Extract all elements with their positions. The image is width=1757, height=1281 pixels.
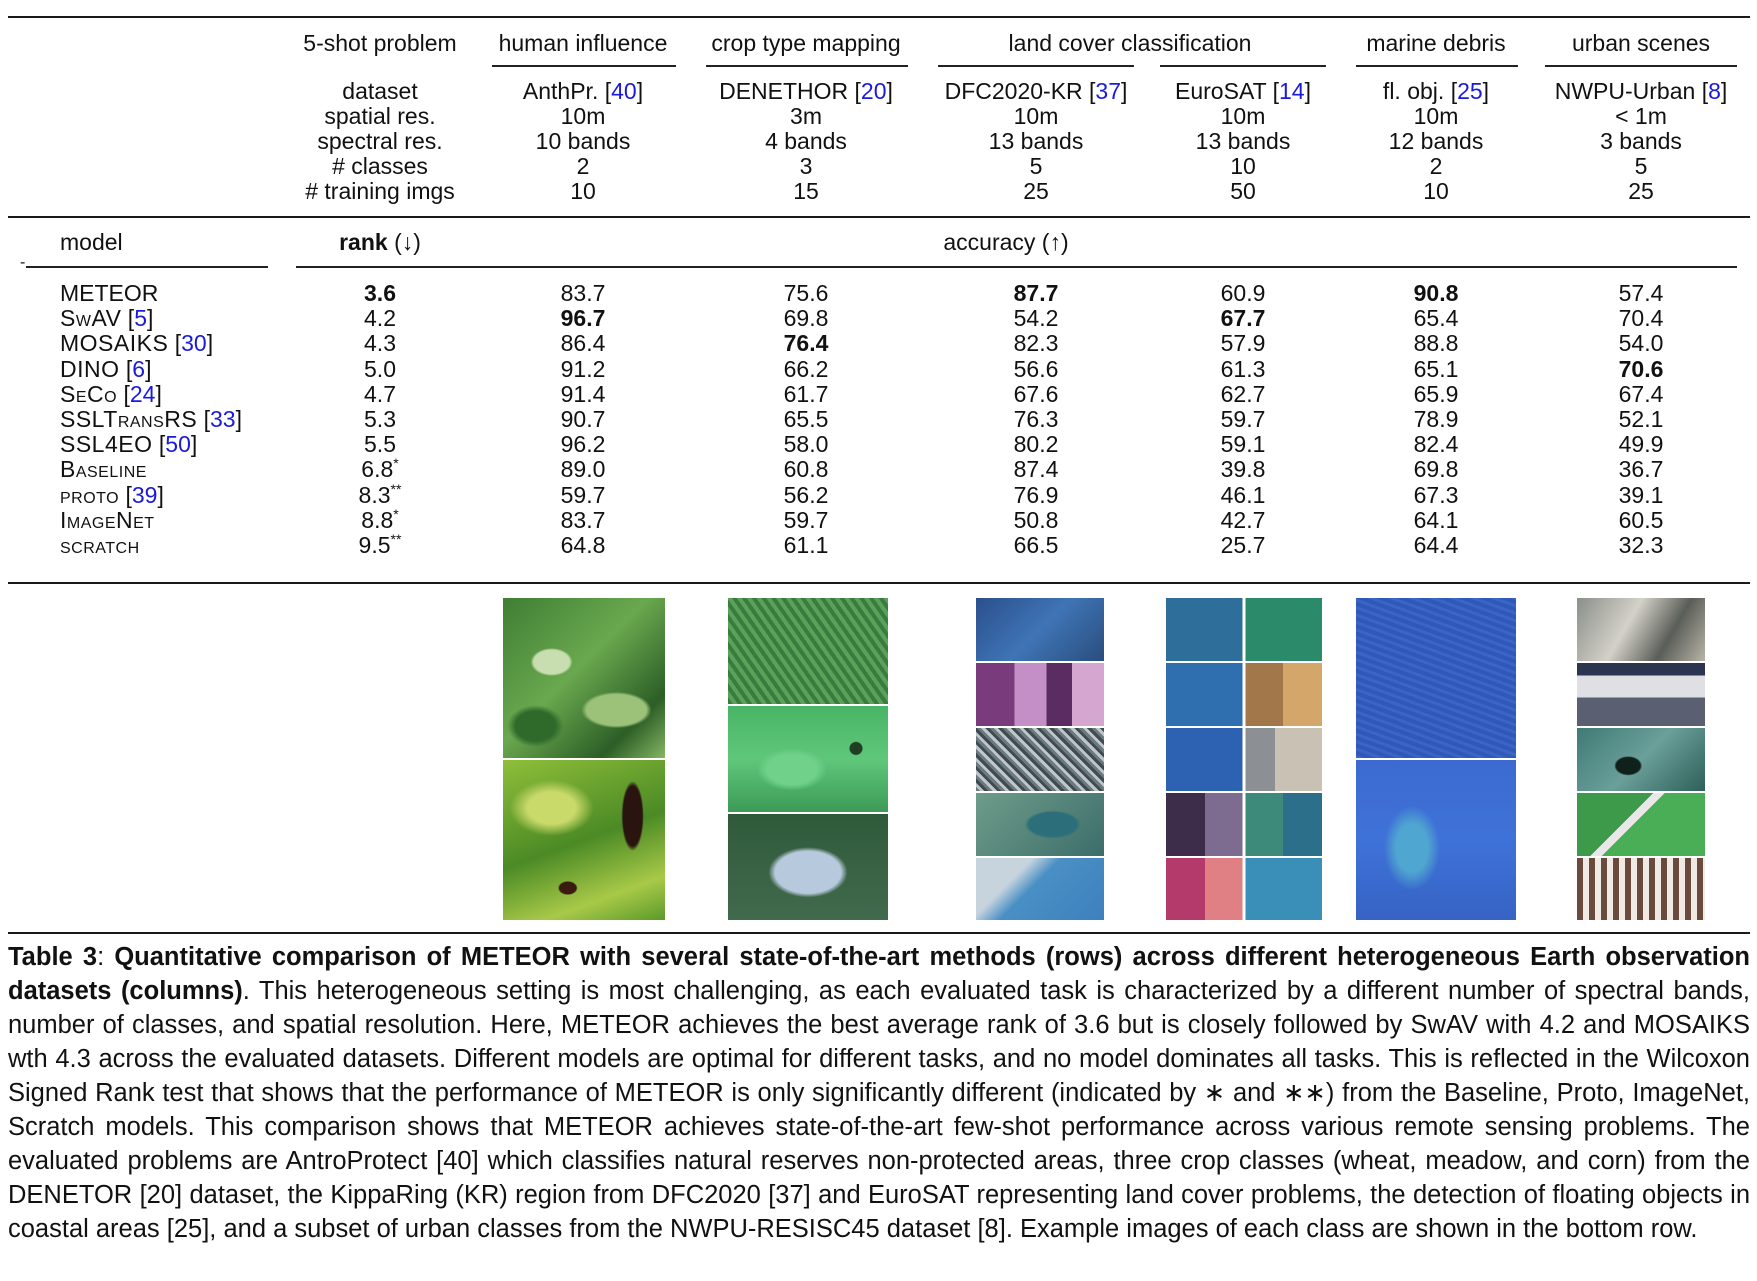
accuracy-cell: 67.7	[1220, 305, 1266, 332]
dataset-name-text: DENETHOR	[719, 78, 849, 104]
example-images-nwpu	[1577, 598, 1705, 920]
accuracy-cell: 80.2	[1013, 431, 1059, 458]
accuracy-cell: 82.4	[1413, 431, 1459, 458]
citation-link[interactable]: 33	[210, 406, 236, 432]
group-header-marine-debris: marine debris	[1366, 30, 1506, 56]
accuracy-cell: 70.4	[1618, 305, 1664, 332]
model-name: SSLTransRS [33]	[60, 406, 242, 432]
accuracy-cell: 67.3	[1413, 481, 1459, 508]
accuracy-cell: 76.4	[783, 330, 829, 357]
dataset-name: AnthPr. [40]	[522, 78, 644, 104]
rank-value: 4.7	[364, 380, 396, 407]
accuracy-cell: 76.9	[1013, 481, 1059, 508]
spectral-res: 12 bands	[1388, 128, 1484, 154]
spatial-res: 3m	[790, 103, 822, 129]
example-tile	[1166, 858, 1322, 920]
rank-value: 5.3	[364, 406, 396, 432]
accuracy-cell: 96.2	[560, 431, 606, 458]
example-tile	[976, 858, 1104, 920]
model-name	[60, 280, 158, 306]
spatial-res: 10m	[560, 103, 606, 129]
accuracy-cell: 49.9	[1618, 431, 1664, 458]
num-classes: 10	[1230, 153, 1256, 179]
accuracy-cell: 69.8	[1413, 456, 1459, 483]
rank-value: 3.6	[364, 280, 396, 306]
group-underline	[1356, 65, 1518, 67]
rank-label: rank	[339, 229, 388, 255]
accuracy-cell: 96.7	[560, 305, 606, 332]
rank-cell	[359, 482, 402, 508]
rank-cell	[364, 356, 396, 382]
accuracy-cell: 61.7	[783, 380, 829, 407]
num-training: 10	[570, 178, 596, 204]
example-images-flobj	[1356, 598, 1516, 920]
accuracy-cell: 90.7	[560, 406, 606, 432]
example-tile	[1356, 760, 1516, 920]
rank-cell	[364, 381, 396, 407]
accuracy-cell: 57.4	[1618, 280, 1664, 306]
example-tile	[976, 728, 1104, 791]
dataset-name-text: fl. obj.	[1382, 78, 1445, 104]
accuracy-cell: 64.1	[1413, 506, 1459, 533]
num-classes: 3	[799, 153, 813, 179]
example-tile	[1577, 728, 1705, 791]
significance-mark: *	[393, 505, 399, 522]
model-name-text: ImageNet	[60, 506, 155, 533]
model-name: MOSAIKS [30]	[60, 330, 214, 357]
accuracy-cell: 76.3	[1013, 406, 1059, 432]
model-name-text: scratch	[60, 532, 140, 558]
dataset-name: DENETHOR [20]	[719, 78, 893, 104]
model-name-text: SeCo	[60, 380, 118, 407]
example-images-dfc2020	[976, 598, 1104, 920]
accuracy-cell: 64.8	[560, 532, 606, 558]
dataset-name: DFC2020-KR [37]	[944, 78, 1128, 104]
num-training: 25	[1023, 178, 1049, 204]
accuracy-cell: 70.6	[1618, 355, 1664, 382]
rank-cell	[364, 280, 396, 306]
model-name-text: MOSAIKS	[60, 330, 169, 357]
accuracy-cell: 42.7	[1220, 506, 1266, 533]
num-training: 15	[793, 178, 819, 204]
meta-label-spectral: spectral res.	[317, 128, 443, 154]
spatial-res: 10m	[1413, 103, 1459, 129]
accuracy-cell: 39.1	[1618, 481, 1664, 508]
accuracy-cell: 59.1	[1220, 431, 1266, 458]
rank-value: 4.3	[364, 330, 396, 357]
dataset-name: fl. obj. [25]	[1382, 78, 1490, 104]
model-name: DINO [6]	[60, 355, 152, 382]
accuracy-cell: 25.7	[1220, 532, 1266, 558]
accuracy-cell: 60.8	[783, 456, 829, 483]
model-name-text: SSLTransRS	[60, 406, 198, 432]
rank-cell	[364, 330, 396, 356]
spectral-res: 4 bands	[765, 128, 847, 154]
accuracy-cell: 83.7	[560, 506, 606, 533]
num-classes: 2	[576, 153, 590, 179]
example-tile	[728, 814, 888, 920]
citation-link[interactable]: 39	[131, 481, 158, 508]
accuracy-cell: 62.7	[1220, 380, 1266, 407]
caption-bold-text: Quantitative comparison of METEOR with several state-of-the-art methods (rows) across different heterogeneous Earth observation datasets (columns)	[8, 943, 1750, 1005]
accuracy-cell: 66.5	[1013, 532, 1059, 558]
accuracy-cell: 36.7	[1618, 456, 1664, 483]
example-tile	[1166, 598, 1322, 661]
rank-value: 4.2	[364, 305, 396, 332]
accuracy-cell: 64.4	[1413, 532, 1459, 558]
accuracy-cell: 60.9	[1220, 280, 1266, 306]
accuracy-cell: 60.5	[1618, 506, 1664, 533]
accuracy-cell: 54.2	[1013, 305, 1059, 332]
meta-label-classes: # classes	[332, 153, 428, 179]
example-tile	[503, 598, 665, 758]
accuracy-cell: 75.6	[783, 280, 829, 306]
model-name: proto [39]	[60, 481, 164, 508]
group-header-human-influence: human influence	[498, 30, 668, 56]
num-training: 25	[1628, 178, 1654, 204]
model-name-text: METEOR	[60, 280, 159, 306]
example-tile	[1577, 598, 1705, 661]
rank-value: 9.5	[358, 532, 391, 558]
group-underline	[1160, 65, 1326, 67]
num-classes: 2	[1429, 153, 1443, 179]
citation-link[interactable]: 14	[1279, 78, 1305, 104]
significance-mark: **	[390, 480, 402, 497]
rank-cell	[364, 431, 396, 457]
model-name: SeCo [24]	[60, 380, 162, 407]
citation-link[interactable]: 24	[129, 380, 156, 407]
group-underline	[938, 65, 1134, 67]
rank-value: 5.0	[364, 355, 396, 382]
dataset-name-text: EuroSAT	[1175, 78, 1267, 104]
num-classes: 5	[1029, 153, 1043, 179]
accuracy-cell: 67.6	[1013, 380, 1059, 407]
example-tile	[503, 760, 665, 920]
example-tile	[728, 598, 888, 704]
group-header-crop-type: crop type mapping	[711, 30, 901, 56]
accuracy-cell: 82.3	[1013, 330, 1059, 357]
accuracy-cell: 87.7	[1013, 280, 1059, 306]
spatial-res: 10m	[1220, 103, 1266, 129]
bottom-rule	[8, 932, 1750, 934]
rank-value: 5.5	[364, 431, 396, 458]
accuracy-cell: 61.3	[1220, 355, 1266, 382]
group-header-land-cover: land cover classification	[1008, 30, 1252, 56]
spatial-res: < 1m	[1615, 103, 1667, 129]
group-underline	[1545, 65, 1737, 67]
table-caption	[8, 940, 1750, 1246]
accuracy-cell: 59.7	[560, 481, 606, 508]
accuracy-cell: 50.8	[1013, 506, 1059, 533]
rank-cell	[364, 406, 396, 432]
meta-label-training: # training imgs	[305, 178, 455, 204]
example-tile	[728, 706, 888, 812]
spectral-res: 10 bands	[535, 128, 631, 154]
citation-link[interactable]: 50	[165, 431, 191, 458]
citation-link[interactable]: 6	[132, 355, 146, 382]
accuracy-cell: 88.8	[1413, 330, 1459, 357]
accuracy-cell: 61.1	[783, 532, 829, 558]
example-tile	[976, 598, 1104, 661]
accuracy-cell: 67.4	[1618, 380, 1664, 407]
citation-link[interactable]: 20	[860, 78, 887, 104]
dataset-name-text: AnthPr.	[522, 78, 599, 104]
rank-value: 6.8	[361, 456, 394, 483]
model-name-text: SSL4EO	[60, 431, 153, 458]
accuracy-cell: 39.8	[1220, 456, 1266, 483]
accuracy-cell: 59.7	[783, 506, 829, 533]
model-name: SwAV [5]	[60, 305, 154, 332]
accuracy-cell: 78.9	[1413, 406, 1459, 432]
num-classes: 5	[1634, 153, 1648, 179]
example-images-denethor	[728, 598, 888, 920]
dash-mark: -	[20, 254, 26, 271]
accuracy-cell: 69.8	[783, 305, 829, 332]
model-column-header: model	[60, 229, 123, 255]
rank-value: 8.8	[361, 506, 394, 533]
rank-column-header	[339, 229, 421, 255]
group-header-urban: urban scenes	[1571, 30, 1711, 56]
accuracy-cell: 91.2	[560, 355, 606, 382]
rank-cell	[364, 305, 396, 331]
accuracy-cell: 90.8	[1413, 280, 1459, 306]
meta-label-spatial: spatial res.	[324, 103, 436, 129]
rank-cell	[361, 507, 398, 533]
model-name	[60, 456, 147, 482]
dataset-name: EuroSAT [14]	[1175, 78, 1311, 104]
accuracy-cell: 46.1	[1220, 481, 1266, 508]
accuracy-cell: 58.0	[783, 431, 829, 458]
top-rule	[8, 16, 1750, 18]
rank-value: 8.3	[358, 481, 391, 508]
accuracy-underline	[296, 266, 1737, 268]
example-tile	[976, 663, 1104, 726]
rank-cell	[359, 532, 402, 558]
example-tile	[1577, 663, 1705, 726]
dataset-name-text: DFC2020-KR	[944, 78, 1083, 104]
rank-arrow: (↓)	[394, 229, 421, 255]
accuracy-cell: 86.4	[560, 330, 606, 357]
example-tile	[1577, 858, 1705, 920]
example-tile	[976, 793, 1104, 856]
accuracy-cell: 91.4	[560, 380, 606, 407]
example-images-anthpr	[503, 598, 665, 920]
spectral-res: 3 bands	[1600, 128, 1682, 154]
accuracy-cell: 32.3	[1618, 532, 1664, 558]
accuracy-cell: 83.7	[560, 280, 606, 306]
accuracy-cell: 52.1	[1618, 406, 1664, 432]
accuracy-cell: 65.5	[783, 406, 829, 432]
citation-link[interactable]: 37	[1095, 78, 1122, 104]
citation-link[interactable]: 40	[611, 78, 637, 104]
accuracy-cell: 89.0	[560, 456, 606, 483]
num-training: 50	[1230, 178, 1256, 204]
accuracy-cell: 65.4	[1413, 305, 1459, 332]
citation-link[interactable]: 25	[1457, 78, 1483, 104]
example-tile	[1166, 793, 1322, 856]
accuracy-cell: 59.7	[1220, 406, 1266, 432]
spectral-res: 13 bands	[988, 128, 1084, 154]
example-tile	[1166, 728, 1322, 791]
group-underline	[706, 65, 908, 67]
model-name-text: SwAV	[60, 305, 122, 332]
dataset-name-text: NWPU-Urban	[1554, 78, 1696, 104]
body-rule	[8, 582, 1750, 584]
accuracy-cell: 66.2	[783, 355, 829, 382]
citation-link[interactable]: 8	[1708, 78, 1721, 104]
num-training: 10	[1423, 178, 1449, 204]
rank-cell	[361, 456, 398, 482]
accuracy-cell: 54.0	[1618, 330, 1664, 357]
meta-label-dataset: dataset	[342, 78, 418, 104]
model-name	[60, 532, 140, 558]
significance-mark: *	[393, 455, 399, 472]
caption-body: . This heterogeneous setting is most challenging, as each evaluated task is characterized by a different number of spectral bands, number of classes, and spatial resolution. Here, METEOR achieves the best average rank of 3.6 but is closely followed by SwAV with 4.2 and MOSAIKS wth 4.3 across the evaluated datasets. Different models are optimal for different tasks, and no model dominates all tasks. This is reflected in the Wilcoxon Signed Rank test that shows that the performance of METEOR is only significantly different (indicated by ∗ and ∗∗) from the Baseline, Proto, ImageNet, Scratch models. This comparison shows that METEOR achieves state-of-the-art few-shot performance across various remote sensing problems. The evaluated problems are AntroProtect [40] which classifies natural reserves non-protected areas, three crop classes (wheat, meadow, and corn) from the DENETOR [20] dataset, the KippaRing (KR) region from DFC2020 [37] and EuroSAT representing land cover problems, the detection of floating objects in coastal areas [25], and a subset of urban classes from the NWPU-RESISC45 dataset [8]. Example images of each class are shown in the bottom row.	[8, 977, 1751, 1243]
caption-colon: :	[97, 943, 115, 971]
citation-link[interactable]: 5	[134, 305, 147, 332]
caption-label: Table 3	[8, 943, 98, 971]
model-name: SSL4EO [50]	[60, 431, 198, 458]
example-tile	[1577, 793, 1705, 856]
model-name-text: DINO	[60, 355, 120, 382]
header-rule	[8, 216, 1750, 218]
header-row-label: 5-shot problem	[303, 30, 457, 56]
significance-mark: **	[390, 531, 402, 547]
example-tile	[1356, 598, 1516, 758]
group-underline	[492, 65, 676, 67]
model-name	[60, 507, 155, 533]
citation-link[interactable]: 30	[181, 330, 207, 357]
accuracy-cell: 56.2	[783, 481, 829, 508]
accuracy-header: accuracy (↑)	[943, 229, 1069, 255]
accuracy-cell: 56.6	[1013, 355, 1059, 382]
accuracy-cell: 65.1	[1413, 355, 1459, 382]
spectral-res: 13 bands	[1195, 128, 1291, 154]
accuracy-cell: 57.9	[1220, 330, 1266, 357]
accuracy-cell: 65.9	[1413, 380, 1459, 407]
spatial-res: 10m	[1013, 103, 1059, 129]
model-name-text: proto	[60, 481, 120, 508]
example-tile	[1166, 663, 1322, 726]
model-name-text: Baseline	[60, 456, 147, 483]
dataset-name: NWPU-Urban [8]	[1554, 78, 1728, 104]
accuracy-cell: 87.4	[1013, 456, 1059, 483]
model-underline	[26, 266, 268, 268]
example-images-eurosat	[1166, 598, 1322, 920]
